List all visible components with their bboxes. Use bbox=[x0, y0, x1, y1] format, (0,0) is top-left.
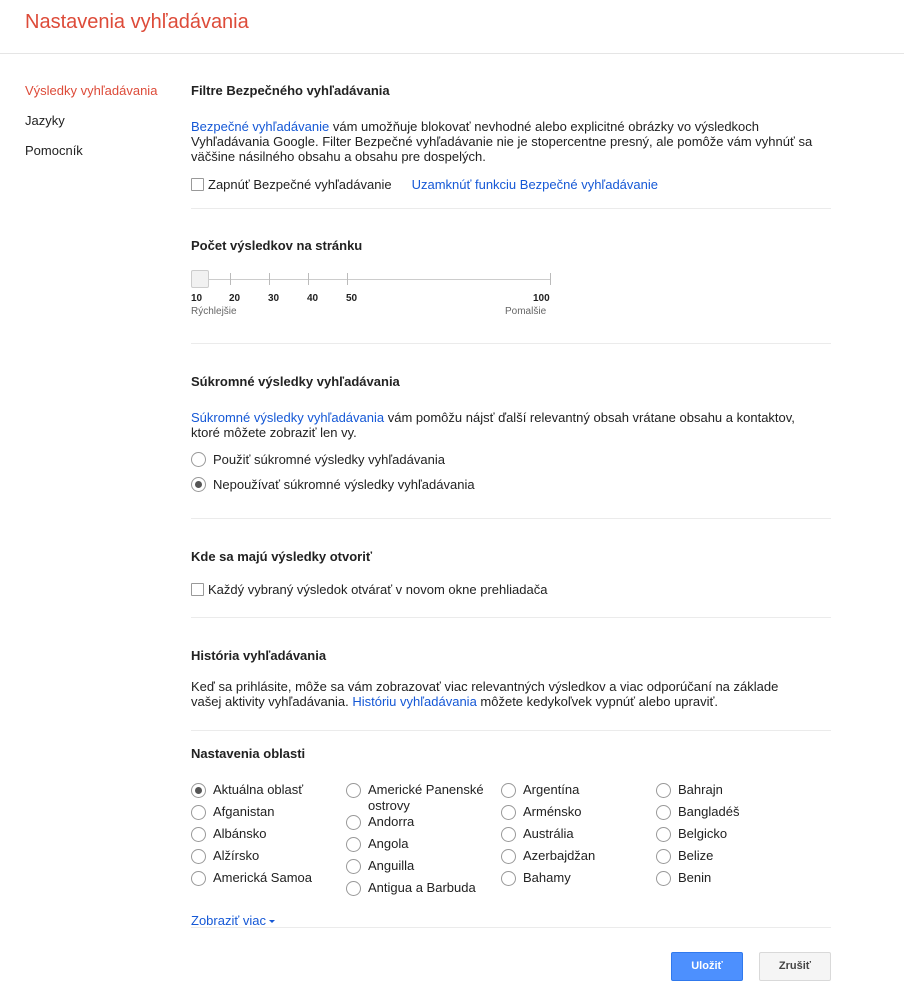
region-option-label[interactable]: Austrália bbox=[523, 826, 574, 841]
region-option[interactable] bbox=[346, 836, 501, 858]
region-option-label[interactable]: Andorra bbox=[368, 814, 415, 829]
private-results-option-use-label[interactable]: Použiť súkromné výsledky vyhľadávania bbox=[213, 451, 445, 467]
slider-tick bbox=[230, 273, 231, 285]
region-radio[interactable] bbox=[656, 849, 671, 864]
results-slider[interactable] bbox=[191, 270, 553, 326]
save-button[interactable]: Uložiť bbox=[671, 952, 743, 981]
new-window-checkbox[interactable] bbox=[191, 583, 204, 596]
region-option-label[interactable]: Anguilla bbox=[368, 858, 415, 873]
region-option[interactable] bbox=[501, 804, 656, 826]
show-more-label[interactable]: Zobraziť viac bbox=[191, 913, 266, 928]
region-option-label[interactable]: Bangladéš bbox=[678, 804, 740, 819]
radio-button-checked[interactable] bbox=[191, 477, 206, 492]
region-option[interactable] bbox=[191, 848, 346, 870]
region-radio[interactable] bbox=[346, 837, 361, 852]
region-option-label[interactable]: Americké Panenské ostrovy bbox=[368, 782, 484, 813]
slider-tick bbox=[269, 273, 270, 285]
history-description bbox=[191, 679, 801, 709]
private-results-desc-text: vám pomôžu nájsť ďalší relevantný obsah vrátane obsahu a kontaktov, ktoré môžete zobraziť len vy. bbox=[191, 410, 795, 440]
sidebar-item-languages[interactable]: Jazyky bbox=[25, 113, 65, 128]
region-option[interactable] bbox=[191, 782, 346, 804]
new-window-checkbox-label[interactable]: Každý vybraný výsledok otvárať v novom okne prehliadača bbox=[208, 581, 548, 597]
slower-label: Pomalšie bbox=[505, 306, 547, 317]
results-per-page-title: Počet výsledkov na stránku bbox=[191, 238, 363, 253]
region-column bbox=[656, 782, 811, 902]
region-radio[interactable] bbox=[191, 783, 206, 798]
region-radio[interactable] bbox=[346, 815, 361, 830]
caret-down-icon bbox=[269, 920, 275, 923]
region-option-label[interactable]: Alžírsko bbox=[213, 848, 260, 863]
open-results-section bbox=[191, 519, 831, 618]
tick-label-100: 100 bbox=[533, 293, 550, 304]
slider-tick bbox=[550, 273, 551, 285]
sidebar-item-search-results[interactable]: Výsledky vyhľadávania bbox=[25, 83, 158, 98]
faster-label: Rýchlejšie bbox=[191, 306, 237, 317]
region-option[interactable] bbox=[191, 826, 346, 848]
region-radio[interactable] bbox=[656, 783, 671, 798]
history-desc-end: môžete kedykoľvek vypnúť alebo upraviť. bbox=[476, 694, 718, 709]
region-option[interactable] bbox=[656, 870, 811, 892]
region-option[interactable] bbox=[656, 782, 811, 804]
region-option[interactable] bbox=[656, 826, 811, 848]
region-option-label[interactable]: Angola bbox=[368, 836, 409, 851]
region-option-label[interactable]: Albánsko bbox=[213, 826, 267, 841]
region-radio[interactable] bbox=[346, 859, 361, 874]
region-radio[interactable] bbox=[656, 871, 671, 886]
history-title: História vyhľadávania bbox=[191, 648, 327, 663]
region-option-label[interactable]: Belize bbox=[678, 848, 714, 863]
region-radio[interactable] bbox=[501, 871, 516, 886]
settings-main bbox=[191, 83, 831, 928]
private-results-section bbox=[191, 344, 831, 519]
slider-track bbox=[191, 279, 551, 280]
safesearch-title: Filtre Bezpečného vyhľadávania bbox=[191, 83, 390, 98]
region-option-label[interactable]: Bahamy bbox=[523, 870, 571, 885]
lock-safesearch-link[interactable]: Uzamknúť funkciu Bezpečné vyhľadávanie bbox=[411, 176, 658, 192]
region-column bbox=[191, 782, 346, 902]
region-option-label[interactable]: Afganistan bbox=[213, 804, 275, 819]
region-column bbox=[501, 782, 656, 902]
sidebar-item-help[interactable]: Pomocník bbox=[25, 143, 83, 158]
open-results-row bbox=[191, 581, 831, 597]
region-radio[interactable] bbox=[191, 827, 206, 842]
region-radio[interactable] bbox=[191, 805, 206, 820]
region-option[interactable] bbox=[501, 870, 656, 892]
region-option-label[interactable]: Argentína bbox=[523, 782, 580, 797]
safesearch-checkbox-label[interactable]: Zapnúť Bezpečné vyhľadávanie bbox=[208, 176, 392, 192]
region-option-label[interactable]: Azerbajdžan bbox=[523, 848, 596, 863]
region-option[interactable] bbox=[501, 848, 656, 870]
region-option-label[interactable]: Benin bbox=[678, 870, 712, 885]
header bbox=[0, 0, 904, 54]
slider-tick bbox=[347, 273, 348, 285]
region-option-label[interactable]: Americká Samoa bbox=[213, 870, 312, 885]
region-option-label[interactable]: Aktuálna oblasť bbox=[213, 782, 304, 797]
region-option[interactable] bbox=[346, 782, 501, 814]
region-radio[interactable] bbox=[501, 849, 516, 864]
cancel-button[interactable]: Zrušiť bbox=[759, 952, 831, 981]
region-radio[interactable] bbox=[191, 849, 206, 864]
safesearch-desc-text: vám umožňuje blokovať nevhodné alebo explicitné obrázky vo výsledkoch Vyhľadávania Google. Filter Bezpečné vyhľadávanie nie je stopercentne presný, ale pomôže vám vyhnúť sa väčšine násilného obsahu a obsahu pre dospelých. bbox=[191, 119, 813, 164]
region-option-label[interactable]: Arménsko bbox=[523, 804, 582, 819]
history-desc-start: Keď sa prihlásite, môže sa vám zobrazovať viac relevantných výsledkov a viac odporúčaní na základe vašej aktivity vyhľadávania. bbox=[191, 679, 779, 709]
tick-label-40: 40 bbox=[307, 293, 319, 304]
region-radio[interactable] bbox=[501, 805, 516, 820]
region-radio[interactable] bbox=[191, 871, 206, 886]
radio-button[interactable] bbox=[191, 452, 206, 467]
region-title: Nastavenia oblasti bbox=[191, 746, 306, 761]
region-radio[interactable] bbox=[501, 783, 516, 798]
safesearch-section bbox=[191, 83, 831, 209]
slider-handle[interactable] bbox=[191, 270, 209, 288]
tick-label-50: 50 bbox=[346, 293, 358, 304]
region-section bbox=[191, 731, 831, 928]
slider-tick bbox=[308, 273, 309, 285]
region-option[interactable] bbox=[346, 880, 501, 902]
page-title: Nastavenia vyhľadávania bbox=[25, 11, 249, 33]
region-option[interactable] bbox=[191, 870, 346, 892]
region-radio[interactable] bbox=[656, 827, 671, 842]
private-results-title: Súkromné výsledky vyhľadávania bbox=[191, 374, 400, 389]
region-grid bbox=[191, 782, 831, 902]
tick-label-10: 10 bbox=[191, 293, 203, 304]
region-option[interactable] bbox=[656, 804, 811, 826]
region-option[interactable] bbox=[346, 814, 501, 836]
show-more-link[interactable] bbox=[191, 913, 275, 928]
history-link[interactable]: Históriu vyhľadávania bbox=[352, 694, 477, 709]
results-per-page-section bbox=[191, 209, 831, 344]
region-option-label[interactable]: Bahrajn bbox=[678, 782, 723, 797]
sidebar bbox=[25, 83, 175, 173]
safesearch-description bbox=[191, 119, 816, 164]
tick-label-20: 20 bbox=[229, 293, 241, 304]
private-results-option-dont-use[interactable] bbox=[191, 475, 831, 493]
private-results-link[interactable]: Súkromné výsledky vyhľadávania bbox=[191, 410, 385, 425]
region-radio[interactable] bbox=[346, 783, 361, 798]
private-results-option-dont-use-label[interactable]: Nepoužívať súkromné výsledky vyhľadávania bbox=[213, 476, 475, 492]
safesearch-row bbox=[191, 176, 831, 192]
region-option[interactable] bbox=[656, 848, 811, 870]
region-column bbox=[346, 782, 501, 902]
region-radio[interactable] bbox=[501, 827, 516, 842]
private-results-option-use[interactable] bbox=[191, 450, 831, 468]
tick-label-30: 30 bbox=[268, 293, 280, 304]
private-results-description bbox=[191, 410, 816, 440]
region-option[interactable] bbox=[346, 858, 501, 880]
history-section bbox=[191, 618, 831, 731]
region-option[interactable] bbox=[191, 804, 346, 826]
safesearch-checkbox[interactable] bbox=[191, 178, 204, 191]
region-radio[interactable] bbox=[346, 881, 361, 896]
region-radio[interactable] bbox=[656, 805, 671, 820]
region-option[interactable] bbox=[501, 782, 656, 804]
region-option-label[interactable]: Belgicko bbox=[678, 826, 728, 841]
region-option-label[interactable]: Antigua a Barbuda bbox=[368, 880, 476, 895]
open-results-title: Kde sa majú výsledky otvoriť bbox=[191, 549, 373, 564]
region-option[interactable] bbox=[501, 826, 656, 848]
safesearch-link[interactable]: Bezpečné vyhľadávanie bbox=[191, 119, 330, 134]
